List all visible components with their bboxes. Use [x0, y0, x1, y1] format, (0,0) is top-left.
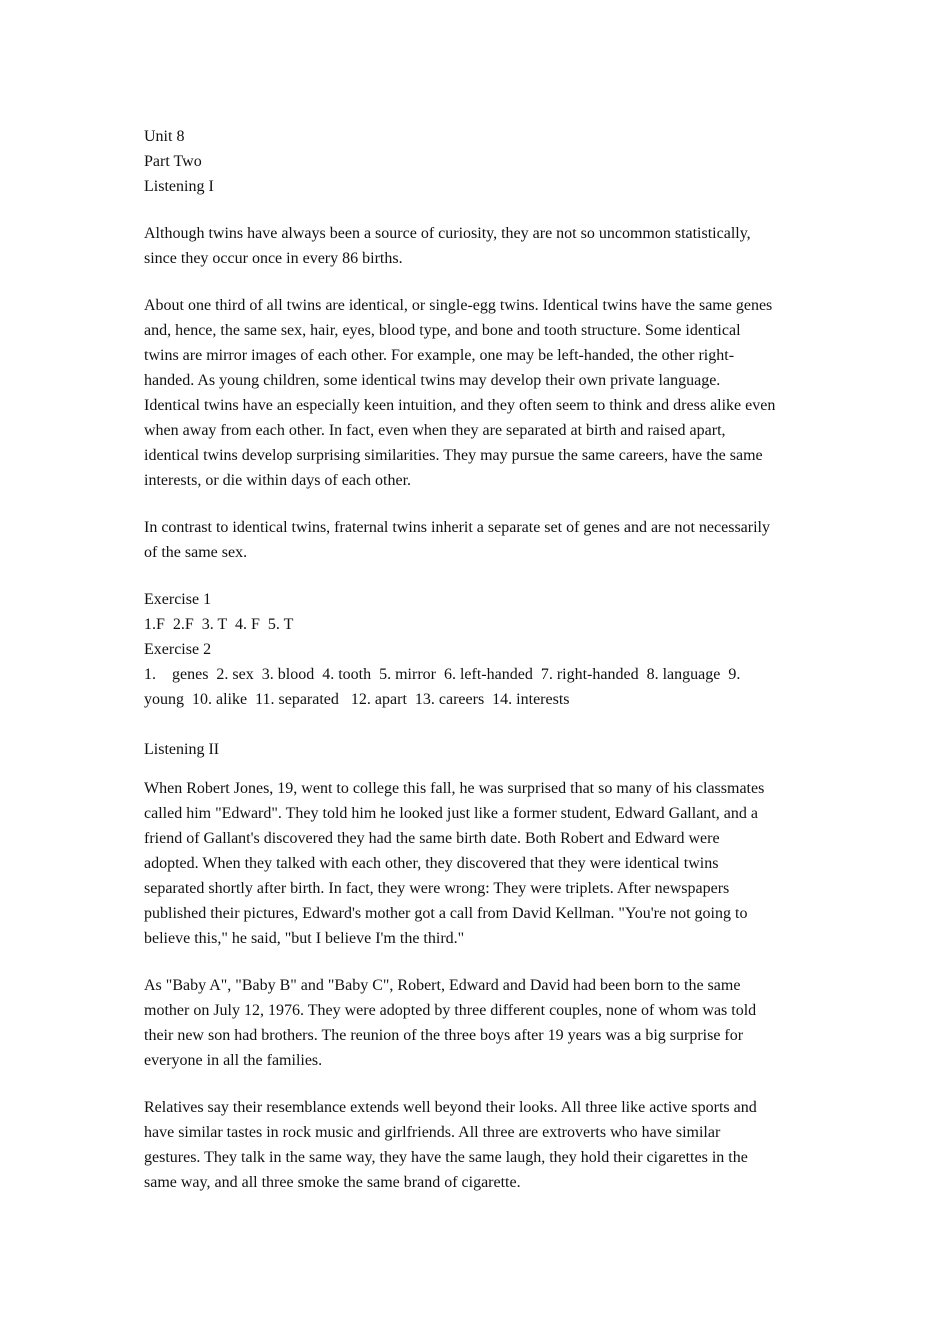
document-page [144, 124, 806, 1195]
text-line: and, hence, the same sex, hair, eyes, blood type, and bone and tooth structure. Some identical [144, 322, 741, 339]
unit-heading: Unit 8 [144, 128, 185, 145]
text-line: believe this," he said, "but I believe I'm the third." [144, 930, 465, 947]
paragraph [144, 1095, 806, 1195]
paragraph [144, 776, 806, 951]
paragraph [144, 973, 806, 1073]
paragraph [144, 293, 806, 493]
paragraph [144, 515, 806, 565]
text-line: gestures. They talk in the same way, they have the same laugh, they hold their cigarettes in the [144, 1149, 748, 1166]
exercise-1-answers: 1.F 2.F 3. T 4. F 5. T [144, 616, 294, 633]
text-line: since they occur once in every 86 births. [144, 250, 403, 267]
text-line: Although twins have always been a source of curiosity, they are not so uncommon statistically, [144, 225, 751, 242]
exercise-2-answers-line: young 10. alike 11. separated 12. apart 13. careers 14. interests [144, 691, 570, 708]
text-line: twins are mirror images of each other. For example, one may be left-handed, the other right- [144, 347, 735, 364]
text-line: Identical twins have an especially keen intuition, and they often seem to think and dress alike even [144, 397, 776, 414]
exercise-2-title: Exercise 2 [144, 641, 212, 658]
text-line: friend of Gallant's discovered they had the same birth date. Both Robert and Edward were [144, 830, 720, 847]
text-line: same way, and all three smoke the same brand of cigarette. [144, 1174, 521, 1191]
text-line: published their pictures, Edward's mother got a call from David Kellman. "You're not going to [144, 905, 748, 922]
text-line: When Robert Jones, 19, went to college this fall, he was surprised that so many of his classmates [144, 780, 765, 797]
text-line: called him "Edward". They told him he looked just like a former student, Edward Gallant, and a [144, 805, 758, 822]
exercise-1-title: Exercise 1 [144, 591, 212, 608]
text-line: when away from each other. In fact, even when they are separated at birth and raised apart, [144, 422, 726, 439]
text-line: everyone in all the families. [144, 1052, 323, 1069]
listening-2-heading: Listening II [144, 741, 220, 758]
exercise-2-answers-line: 1. genes 2. sex 3. blood 4. tooth 5. mirror 6. left-handed 7. right-handed 8. language 9. [144, 666, 741, 683]
text-line: their new son had brothers. The reunion of the three boys after 19 years was a big surprise for [144, 1027, 744, 1044]
text-line: handed. As young children, some identical twins may develop their own private language. [144, 372, 721, 389]
text-line: adopted. When they talked with each other, they discovered that they were identical twins [144, 855, 719, 872]
text-line: Relatives say their resemblance extends well beyond their looks. All three like active sports and [144, 1099, 757, 1116]
text-line: interests, or die within days of each other. [144, 472, 412, 489]
text-line: In contrast to identical twins, fraternal twins inherit a separate set of genes and are not necessarily [144, 519, 770, 536]
section-heading: Listening I [144, 178, 214, 195]
text-line: mother on July 12, 1976. They were adopted by three different couples, none of whom was told [144, 1002, 757, 1019]
text-line: have similar tastes in rock music and girlfriends. All three are extroverts who have similar [144, 1124, 721, 1141]
text-line: of the same sex. [144, 544, 248, 561]
text-line: separated shortly after birth. In fact, they were wrong: They were triplets. After newspapers [144, 880, 730, 897]
text-line: About one third of all twins are identical, or single-egg twins. Identical twins have the same genes [144, 297, 773, 314]
paragraph [144, 221, 806, 271]
text-line: As "Baby A", "Baby B" and "Baby C", Robert, Edward and David had been born to the same [144, 977, 741, 994]
part-heading: Part Two [144, 153, 202, 170]
text-line: identical twins develop surprising similarities. They may pursue the same careers, have the same [144, 447, 763, 464]
